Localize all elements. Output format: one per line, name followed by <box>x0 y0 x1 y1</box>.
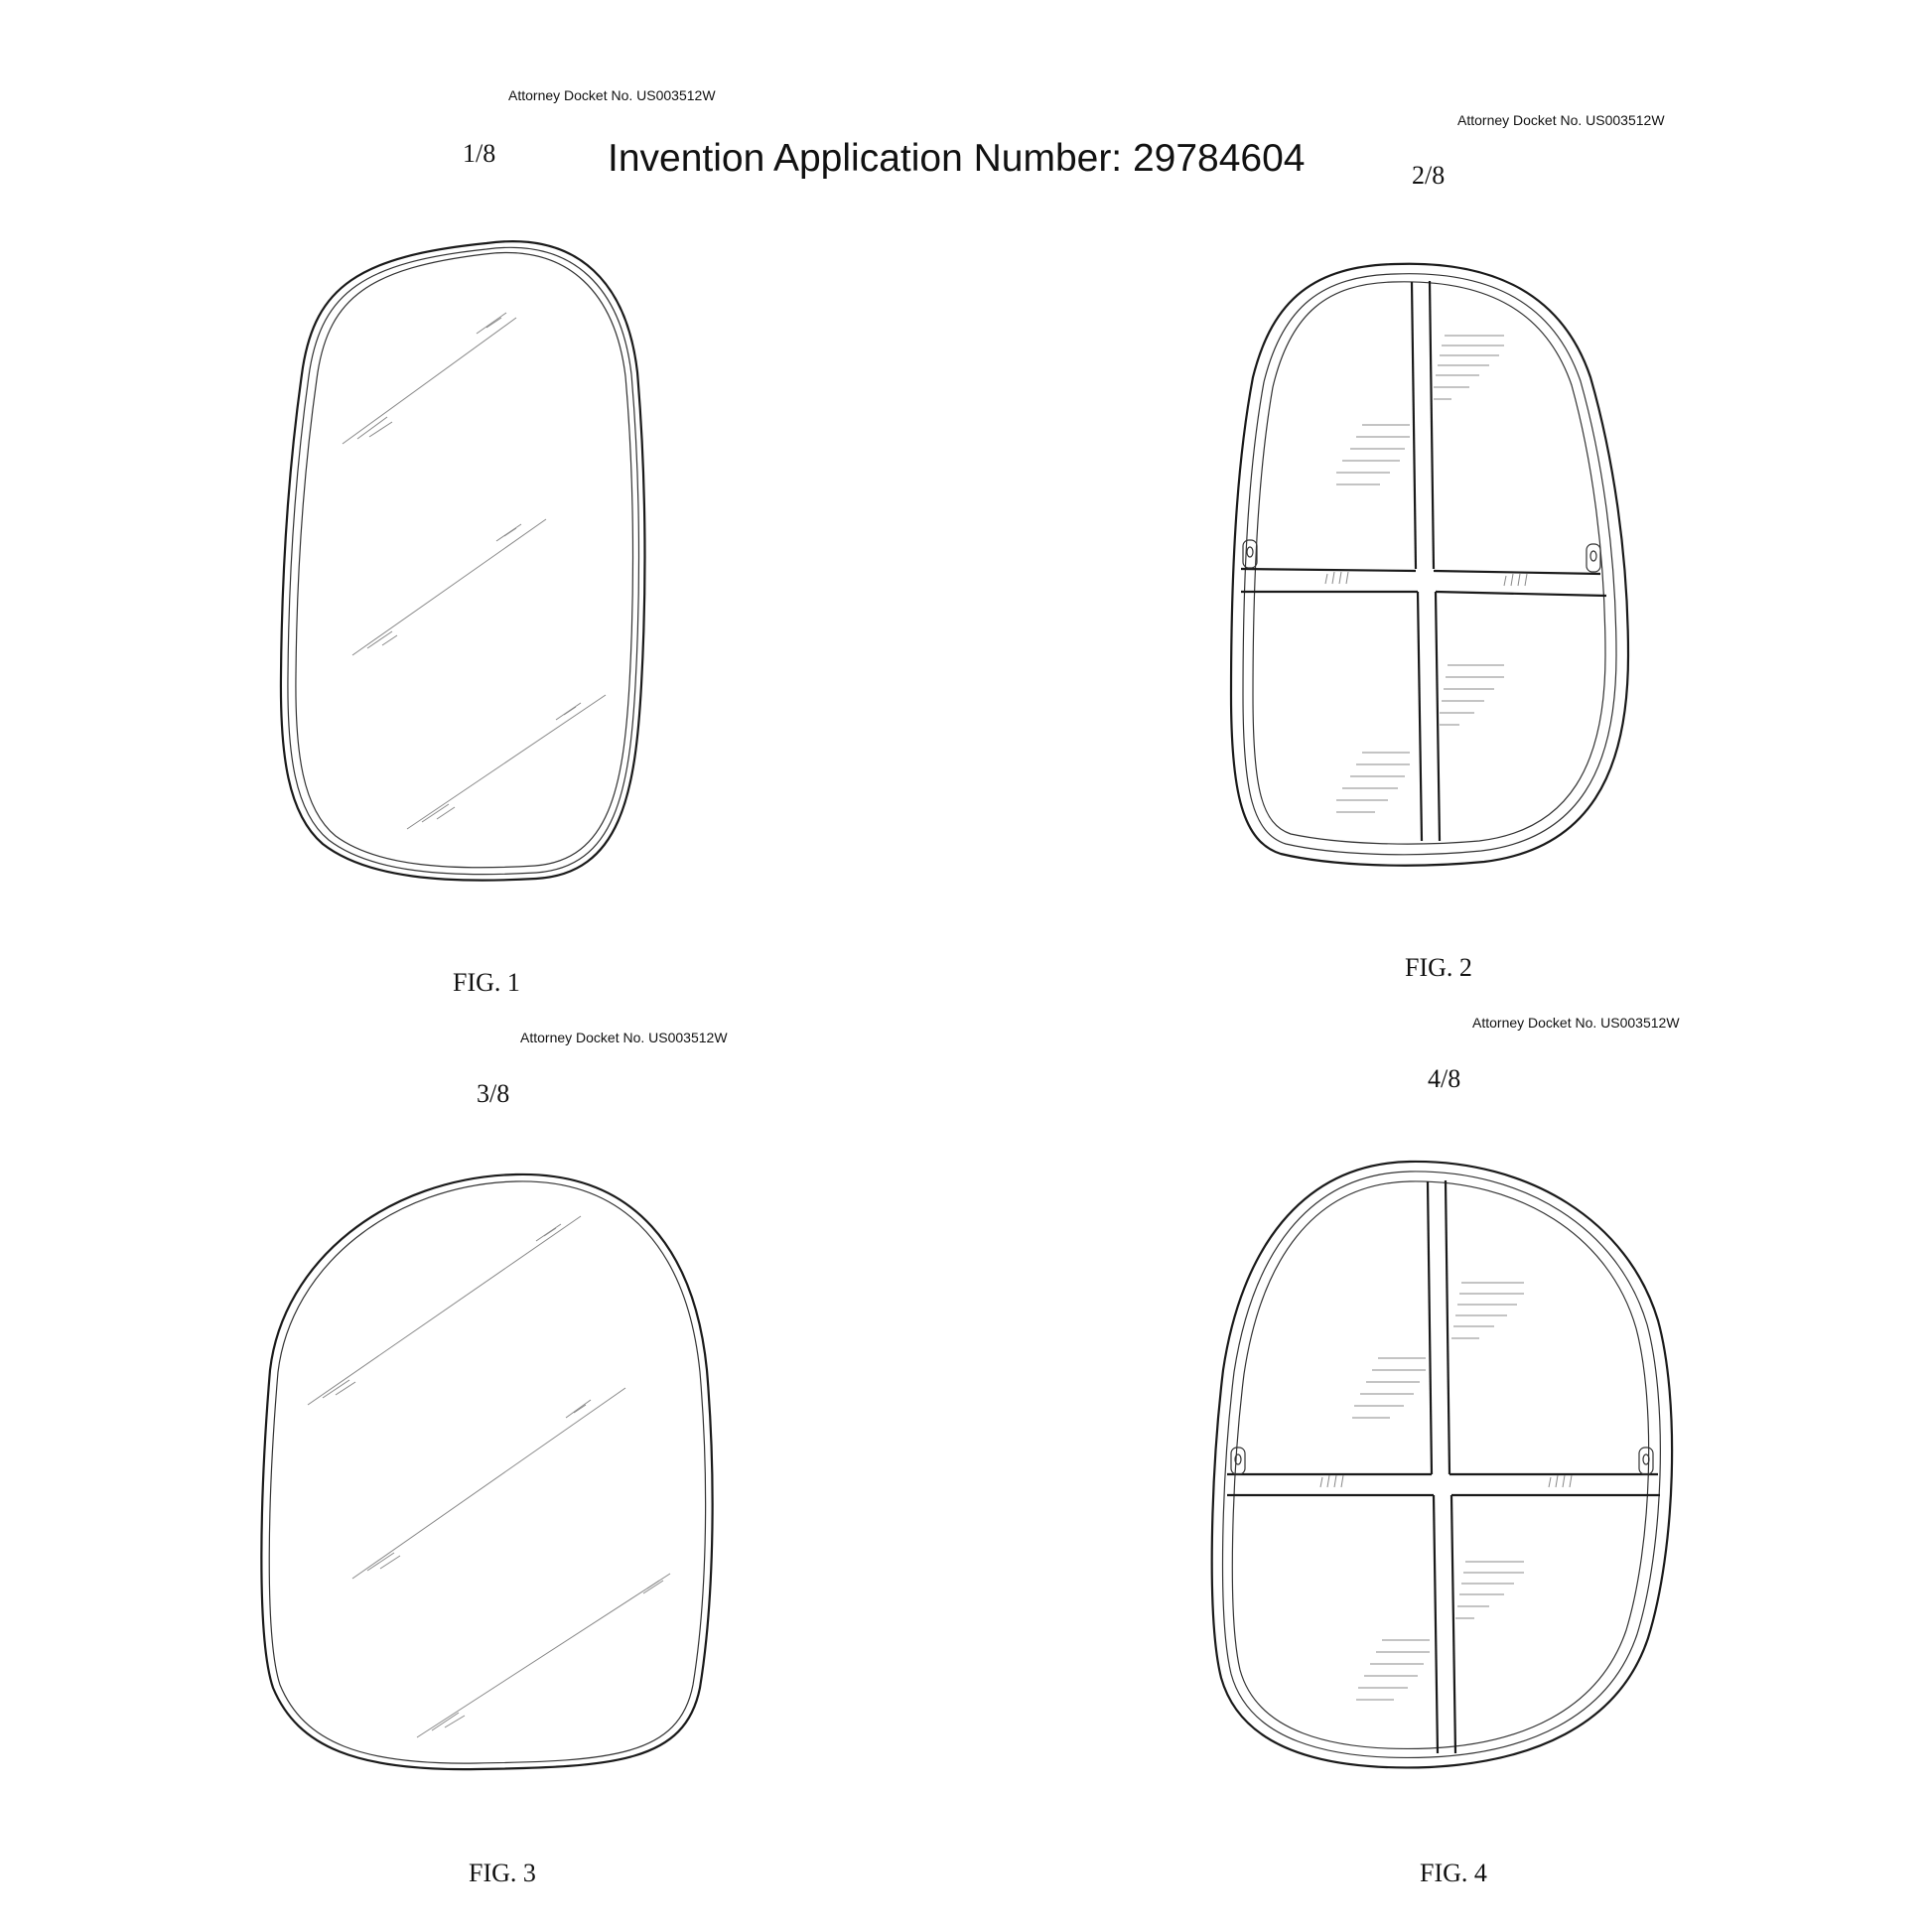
page-number-sheet-4: 4/8 <box>1428 1064 1461 1093</box>
application-title: Invention Application Number: 29784604 <box>608 137 1306 180</box>
docket-number-sheet-4: Attorney Docket No. US003512W <box>1472 1015 1680 1031</box>
fig3-mirror-front-view <box>261 1174 712 1769</box>
page-number-sheet-3: 3/8 <box>477 1079 510 1108</box>
figure-label-2: FIG. 2 <box>1405 953 1472 982</box>
fig4-mirror-rear-view <box>1212 1162 1672 1767</box>
fig1-mirror-front-view <box>281 241 645 881</box>
figure-label-4: FIG. 4 <box>1420 1859 1487 1887</box>
fig2-mirror-rear-view <box>1231 264 1628 866</box>
docket-number-sheet-3: Attorney Docket No. US003512W <box>520 1030 728 1045</box>
page-number-sheet-1: 1/8 <box>463 139 496 168</box>
figure-label-1: FIG. 1 <box>453 968 520 997</box>
docket-number-sheet-1: Attorney Docket No. US003512W <box>508 87 716 103</box>
page-number-sheet-2: 2/8 <box>1412 161 1446 190</box>
figure-label-3: FIG. 3 <box>469 1859 536 1887</box>
docket-number-sheet-2: Attorney Docket No. US003512W <box>1457 112 1665 128</box>
